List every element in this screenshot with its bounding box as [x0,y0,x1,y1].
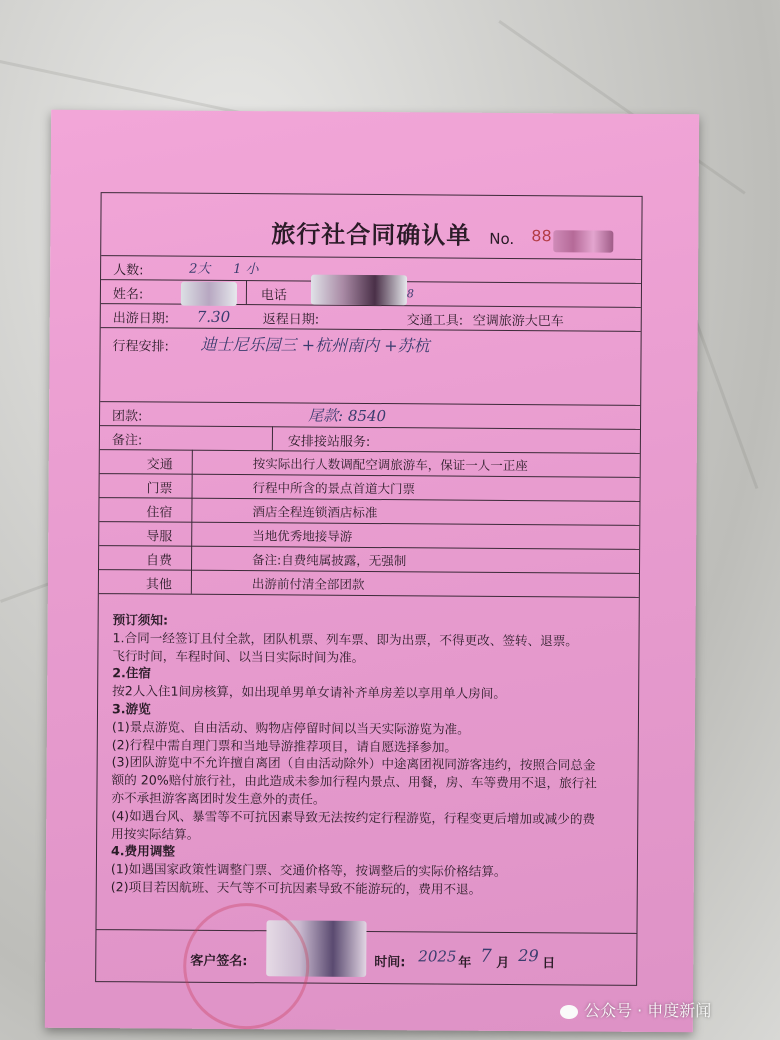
notes-line: 额的 20%赔付旅行社，由此造成未参加行程内景点、用餐，房、车等费用不退，旅行社 [111,772,597,791]
day-unit: 日 [542,956,556,972]
service-value-guide: 当地优秀地接导游 [252,528,353,544]
transport-value: 空调旅游大巴车 [472,313,564,330]
month-unit: 月 [496,955,510,971]
service-value-hotel: 酒店全程连锁酒店标准 [252,504,378,521]
notes-line: (2)行程中需自理门票和当地导游推荐项目，请自愿选择参加。 [111,736,458,755]
year-unit: 年 [458,955,472,971]
notes-line: 亦不承担游客离团时发生意外的责任。 [111,790,326,807]
sign-month: 7 [480,945,492,967]
service-value-selfpay: 备注:自费纯属披露，无强制 [252,552,407,569]
watermark-text: 公众号 · 申度新闻 [584,1001,712,1020]
service-value-other: 出游前付清全部团款 [251,576,365,592]
service-value-tickets: 行程中所含的景点首道大门票 [252,480,416,497]
group-fee-label: 团款: [112,409,143,425]
service-label-guide: 导服 [146,529,173,545]
remarks-label: 备注: [111,433,143,449]
people-adult-value: 2大 [189,261,211,277]
depart-date-value: 7.30 [196,307,231,327]
notes-line: 按2人入住1间房核算，如出现单男单女请补齐单房差以享用单人房间。 [112,683,507,702]
service-value-transport: 按实际出行人数调配空调旅游车，保证一人一正座 [252,456,528,474]
notes-line: 用按实际结算。 [111,825,200,842]
row-line [99,593,639,598]
wechat-icon [560,1005,578,1019]
booking-notes [111,611,633,899]
itinerary-label: 行程安排: [112,339,170,355]
notes-line: (2)项目若因航班、天气等不可抗因素导致不能游玩的，费用不退。 [110,879,482,897]
notes-line: 飞行时间，车程时间、以当日实际时间为准。 [112,647,365,665]
company-seal-stamp [183,903,310,1030]
name-label: 姓名: [112,287,144,303]
notes-line: (4)如遇台风、暴雪等不可抗因素导致无法按约定行程游览，行程变更后增加或减少的费 [111,807,596,827]
notes-subheading: 3.游览 [111,701,151,717]
service-label-selfpay: 自费 [145,553,173,569]
time-label: 时间: [374,955,406,971]
phone-value: 8 [406,287,414,301]
contract-paper [45,110,699,1033]
return-date-label: 返程日期: [262,312,320,328]
serial-label: No. [489,229,515,248]
itinerary-value: 迪士尼乐园三 +杭州南内 +苏杭 [200,334,430,356]
col-line [272,426,273,450]
service-label-other: 其他 [145,577,172,593]
notes-subheading: 2.住宿 [112,665,152,681]
marble-vein [687,300,758,489]
form-title: 旅行社合同确认单 [271,220,472,250]
notes-line: 1.合同一经签订且付全款，团队机票、列车票、即为出票，不得更改、签转、退票。 [112,629,578,649]
pickup-label: 安排接站服务: [287,434,371,450]
name-redaction [181,282,237,306]
notes-heading: 预订须知: [112,612,169,628]
service-label-hotel: 住宿 [146,505,173,521]
signature-row [96,929,636,985]
depart-date-label: 出游日期: [112,311,170,327]
watermark [560,998,711,1021]
phone-label: 电话 [260,288,287,304]
notes-line: (1)景点游览、自由活动、购物店停留时间以当天实际游览为准。 [111,718,470,737]
sign-day: 29 [518,946,539,966]
notes-line: (1)如遇国家政策性调整门票、交通价格等，按调整后的实际价格结算。 [110,861,507,880]
contract-frame [95,192,643,986]
notes-line: (3)团队游览中不允许擅自离团（自由活动除外）中途离团视同游客违约，按照合同总金 [111,754,596,773]
redaction-mosaic [553,230,613,252]
service-label-transport: 交通 [146,457,173,473]
customer-signature-label: 客户签名: [190,953,248,970]
serial-number: 88 [531,228,552,248]
notes-subheading: 4.费用调整 [110,843,176,859]
col-line [246,280,247,304]
group-fee-value: 尾款: 8540 [308,406,387,426]
service-label-tickets: 门票 [146,481,173,497]
people-child-value: 1 小 [233,262,259,278]
phone-redaction [311,275,407,306]
transport-label: 交通工具: [406,313,464,329]
people-label: 人数: [113,263,144,279]
sign-year: 2025 [418,947,457,966]
title-row [101,193,641,259]
